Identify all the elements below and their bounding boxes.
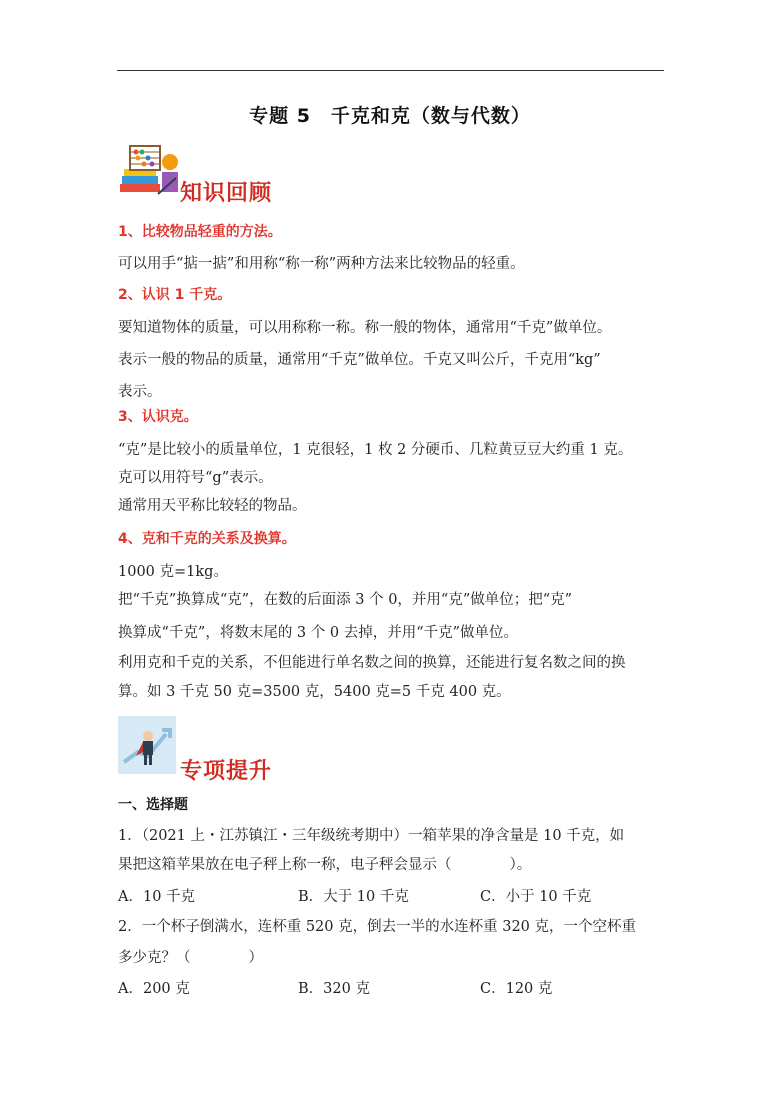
review-text: 通常用天平称比较轻的物品。 [118,498,307,514]
question-2-option-a: A．200 克 [118,981,190,997]
question-1-option-a: A．10 千克 [118,889,196,905]
review-heading-4: 4、克和千克的关系及换算。 [118,531,296,547]
review-text: 要知道物体的质量，可以用称称一称。称一般的物体，通常用“千克”做单位。 [118,320,612,336]
review-text: 可以用手“掂一掂”和用称“称一称”两种方法来比较物品的轻重。 [118,256,525,272]
review-section-header [118,142,418,206]
review-text: 1000 克=1kg。 [118,564,228,580]
review-text: 算。如 3 千克 50 克=3500 克，5400 克=5 千克 400 克。 [118,684,511,700]
question-2-line: 多少克？（ ） [118,950,263,966]
question-1-line: 果把这箱苹果放在电子秤上称一称，电子秤会显示（ ）。 [118,857,532,873]
page-title: 专题 5 千克和克（数与代数） [249,105,531,127]
question-2-line: 2．一个杯子倒满水，连杯重 520 克，倒去一半的水连杯重 320 克，一个空杯重 [118,919,637,935]
review-text: “克”是比较小的质量单位，1 克很轻，1 枚 2 分硬币、几粒黄豆豆大约重 1 克。 [118,442,633,458]
question-2-option-b: B．320 克 [298,981,370,997]
review-section-title: 知识回顾 [180,180,273,206]
question-1-line: 1．（2021 上・江苏镇江・三年级统考期中）一箱苹果的净含量是 10 千克，如 [118,828,625,844]
review-text: 利用克和千克的关系，不但能进行单名数之间的换算，还能进行复名数之间的换 [118,655,626,671]
review-heading-1: 1、比较物品轻重的方法。 [118,224,282,240]
review-text: 把“千克”换算成“克”，在数的后面添 3 个 0，并用“克”做单位；把“克” [118,592,573,608]
practice-section-header [118,716,418,784]
question-1-option-b: B．大于 10 千克 [298,889,409,905]
review-heading-3: 3、认识克。 [118,409,198,425]
practice-section-title: 专项提升 [180,758,273,784]
review-text: 克可以用符号“g”表示。 [118,470,273,486]
abacus-books-icon [118,142,182,200]
part-title: 一、选择题 [118,797,188,813]
header-rule [117,70,664,71]
review-text: 表示一般的物品的质量，通常用“千克”做单位。千克又叫公斤，千克用“kg” [118,352,601,368]
question-1-option-c: C．小于 10 千克 [480,889,592,905]
superhero-growth-icon [118,716,176,774]
review-text: 换算成“千克”，将数末尾的 3 个 0 去掉，并用“千克”做单位。 [118,625,519,641]
question-2-option-c: C．120 克 [480,981,553,997]
review-heading-2: 2、认识 1 千克。 [118,287,232,303]
review-text: 表示。 [118,384,162,400]
